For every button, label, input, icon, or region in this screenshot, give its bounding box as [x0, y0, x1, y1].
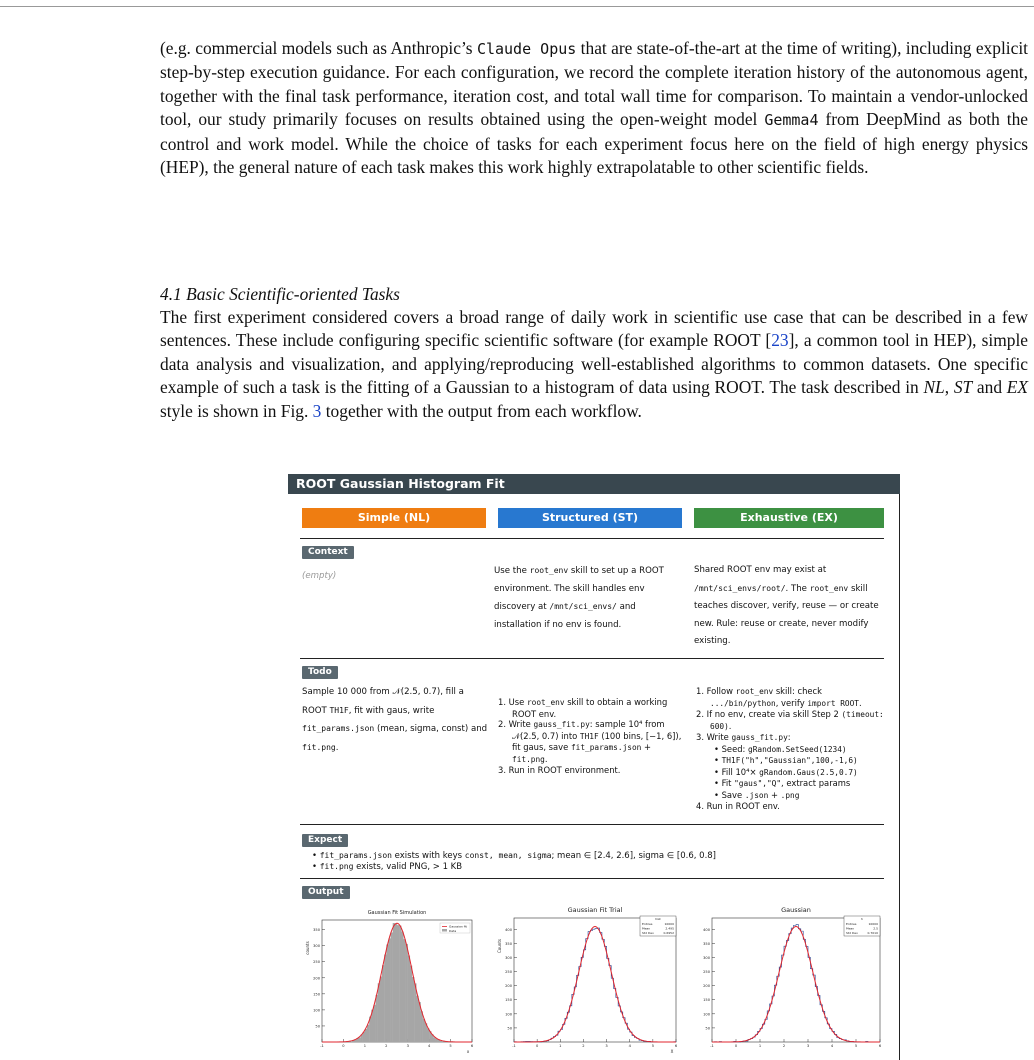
stats-value: 0.7010 [867, 930, 878, 935]
t: skill to obtain a working ROOT env. [512, 697, 668, 719]
stats-value: 10000 [664, 922, 674, 926]
t: fit.png [302, 742, 336, 752]
para2-nl: NL [923, 377, 945, 398]
list-item: • TH1F("h","Gaussian",100,-1,6) [714, 755, 858, 765]
histogram-bar [395, 924, 397, 1042]
y-tick-label: 200 [703, 984, 710, 989]
t: root_env [529, 566, 569, 575]
list-item [696, 732, 892, 744]
figure-right-border [899, 494, 900, 1060]
x-tick-label: 1 [758, 1044, 762, 1048]
t: TH1F("h","Gaussian",100,-1,6) [721, 756, 858, 765]
x-tick-label: 4 [628, 1044, 631, 1048]
t: (mean, sigma, const) and [374, 724, 488, 734]
t: 1. Follow [696, 686, 736, 696]
list-item: • Fit "gaus","Q", extract params [714, 778, 851, 788]
histogram-bar [373, 1005, 375, 1042]
list-item: 4. Run in ROOT env. [696, 801, 780, 811]
x-tick-label: 0 [342, 1044, 345, 1048]
t: exists with keys [391, 851, 465, 861]
histogram-bar [412, 977, 414, 1042]
y-tick-label: 50 [507, 1026, 512, 1031]
t: . [728, 720, 732, 731]
histogram-bar [399, 926, 401, 1042]
x-tick-label: -1 [512, 1044, 516, 1048]
t: Seed: [721, 743, 749, 754]
paragraph-2 [160, 306, 1028, 423]
histogram-bar [365, 1029, 367, 1042]
citation-link[interactable]: 23 [771, 330, 789, 351]
t: /mnt/sci_envs/ [549, 602, 617, 611]
x-tick-label: -1 [320, 1044, 324, 1048]
x-tick-label: 0 [734, 1044, 738, 1048]
t: , extract params [781, 778, 851, 788]
stats-key: Std Dev [642, 930, 654, 935]
x-tick-label: 6 [878, 1044, 882, 1048]
t: TH1F [579, 731, 599, 741]
histogram-bar [384, 955, 386, 1042]
x-tick-label: 2 [582, 1044, 585, 1048]
t: . [544, 753, 548, 764]
output-plot-exhaustive [692, 904, 888, 1056]
histogram-bar [408, 956, 410, 1042]
todo-st-list [498, 697, 688, 776]
t: skill teaches discover, verify, reuse — or create new. Rule: reuse or create, never modify existing. [694, 583, 879, 646]
x-axis-label: X [670, 1049, 674, 1054]
t: 1. Use [498, 697, 527, 707]
x-axis-label: x [466, 1049, 470, 1054]
y-axis-label: counts [305, 941, 310, 955]
histogram-bar [393, 923, 395, 1042]
stats-title: hist [655, 917, 661, 921]
t: /mnt/sci_envs/root/ [694, 583, 786, 593]
t: (100 bins, [−1, 6]), fit gaus, save [512, 730, 682, 752]
t: . [858, 697, 862, 708]
figure-root-gaussian-fit [288, 474, 900, 1060]
histogram-bar [406, 944, 408, 1042]
t: Fill 10⁴× [721, 766, 760, 777]
para1-text-b: that are state-of-the-art at the time of writing), including explicit step-by-step execution guidance. For each configuration, we record the complete iteration history of the autonomous agent, together with the final task performance, iteration cost, and total wall time for comparison. To maintain a vendor-unlocked tool, our study primarily focuses on results obtained using the open-weight model [160, 38, 1028, 130]
section-tag-expect: Expect [302, 834, 348, 847]
y-tick-label: 300 [505, 955, 512, 960]
figure-link[interactable]: 3 [312, 400, 322, 421]
t: fit_params.json [302, 724, 375, 733]
plot-frame [514, 918, 676, 1042]
x-tick-label: 4 [830, 1044, 834, 1048]
para1-text-a: (e.g. commercial models such as Anthropic’s [160, 38, 477, 58]
t: "gaus","Q" [734, 779, 782, 788]
histogram-bar [397, 925, 399, 1042]
histogram-bar [358, 1037, 360, 1042]
context-st [494, 562, 684, 634]
t: , fit with gaus, write [348, 705, 435, 716]
t: fit.png [319, 861, 354, 871]
x-tick-label: 4 [427, 1044, 431, 1048]
t: skill to set up a ROOT environment. The skill handles env discovery at [494, 566, 664, 612]
t: 3. Write [696, 732, 732, 742]
list-item [696, 709, 892, 732]
x-tick-label: 2 [385, 1044, 388, 1048]
para2-text-e: style is shown in Fig. [160, 400, 313, 421]
context-ex [694, 562, 886, 651]
histogram-bar [423, 1019, 425, 1042]
y-tick-label: 250 [505, 970, 512, 975]
para2-st: ST [953, 377, 973, 398]
page-rule [0, 6, 1034, 7]
list-item [696, 686, 892, 709]
y-axis-label: Counts [497, 939, 502, 953]
legend-label-fit: Gaussian fit [449, 924, 467, 929]
histogram-bar [391, 932, 393, 1042]
y-tick-label: 350 [703, 941, 710, 946]
histogram-bar [421, 1011, 423, 1042]
list-item: • Save .json + .png [714, 789, 800, 800]
x-tick-label: 5 [651, 1044, 655, 1048]
section-title: 4.1 Basic Scientific-oriented Tasks [160, 284, 400, 304]
histogram-bar [376, 995, 378, 1042]
plot-frame [712, 918, 880, 1042]
t: fit_params.json [570, 743, 642, 752]
y-tick-label: 400 [505, 927, 512, 932]
output-plot-simple [300, 904, 480, 1056]
t: Fit [721, 778, 735, 788]
y-tick-label: 50 [705, 1026, 710, 1031]
t: . The [785, 583, 810, 594]
t: root_env [809, 583, 849, 593]
stats-value: 0.6952 [663, 930, 674, 935]
todo-nl [302, 684, 490, 757]
stats-value: 10000 [868, 922, 878, 926]
t: Save [721, 789, 745, 800]
divider [300, 658, 884, 659]
x-tick-label: -1 [710, 1044, 714, 1048]
x-tick-label: 5 [854, 1044, 858, 1048]
para2-text-a: The first experiment considered covers a broad range of daily work in scientific use case that can be described in a few sentences. These include configuring specific scientific software (for example ROOT [ [160, 307, 1028, 351]
t: . [335, 742, 339, 753]
column-header-simple: Simple (NL) [302, 508, 486, 528]
list-item: 3. Run in ROOT environment. [498, 765, 621, 775]
y-tick-label: 300 [703, 955, 710, 960]
y-tick-label: 150 [313, 992, 320, 997]
t: .../bin/python [710, 698, 776, 708]
x-tick-label: 0 [535, 1044, 539, 1048]
para1-model-gemma: Gemma4 [764, 111, 819, 130]
stats-key: Mean [642, 926, 651, 931]
para1-model-claude: Claude Opus [476, 40, 577, 58]
t: gauss_fit.py [731, 733, 788, 742]
t: Shared ROOT env may exist at [694, 565, 827, 575]
para1-text-c: from DeepMind as both the control and work model. While the choice of tasks for each experiment focus here on the field of high energy physics (HEP), the general nature of each task makes this work highly extrapolatable to other scientific fields. [160, 109, 1028, 178]
histogram-step [514, 928, 676, 1042]
t: 2. If no env, create via skill Step 2 [696, 709, 842, 719]
histogram-bar [410, 966, 412, 1042]
stats-key: Entries [642, 922, 653, 926]
t: : [787, 732, 791, 742]
y-tick-label: 350 [505, 941, 512, 946]
x-tick-label: 5 [449, 1044, 452, 1048]
y-tick-label: 400 [703, 927, 710, 932]
t: gRandom.Gaus(2.5,0.7) [759, 767, 858, 777]
column-header-exhaustive: Exhaustive (EX) [694, 508, 884, 528]
t: skill: check [773, 686, 823, 696]
y-tick-label: 200 [505, 984, 512, 989]
y-tick-label: 250 [703, 970, 710, 975]
x-tick-label: 6 [470, 1044, 474, 1048]
stats-value: 2.5 [873, 926, 878, 931]
histogram-bar [401, 932, 403, 1042]
t: exists, valid PNG, > 1 KB [353, 861, 463, 872]
stats-key: Entries [846, 922, 857, 926]
histogram-bar [367, 1025, 369, 1042]
list-item [498, 719, 688, 765]
figure-title: ROOT Gaussian Histogram Fit [288, 474, 900, 494]
t: ; mean ∈ [2.4, 2.6], sigma ∈ [0.6, 0.8] [551, 851, 716, 861]
stats-key: Std Dev [846, 930, 858, 935]
histogram-bar [386, 944, 388, 1042]
stats-title: h [861, 917, 863, 921]
t: 2. Write [498, 719, 534, 729]
divider [300, 538, 884, 539]
histogram-bar [403, 939, 405, 1042]
para2-text-b: ], a common tool in HEP), simple data analysis and visualization, and applying/reproducing well-established algorithms to common datasets. One specific example of such a task is the fitting of a Gaussian to a histogram of data using ROOT. The task described in [160, 330, 1029, 398]
plot-title: Gaussian Fit Simulation [367, 910, 427, 916]
section-tag-output: Output [302, 886, 350, 899]
t: .json [744, 790, 769, 800]
list-item: • Seed: gRandom.SetSeed(1234) [714, 743, 847, 754]
plot-title: Gaussian [781, 906, 811, 914]
divider [300, 878, 884, 879]
t: Sample 10 000 from 𝒩(2.5, 0.7), fill a ROOT [302, 687, 464, 716]
t: gauss_fit.py [533, 720, 590, 729]
t: + [641, 742, 652, 752]
t: root_env [735, 687, 774, 696]
fit-curve [514, 926, 676, 1042]
todo-ex-list [696, 686, 892, 812]
t: fit.png [512, 754, 545, 764]
x-tick-label: 6 [674, 1044, 678, 1048]
histogram-bar [388, 938, 390, 1042]
list-item [300, 851, 890, 862]
x-tick-label: 1 [559, 1044, 562, 1048]
t: + [768, 789, 781, 800]
histogram-bar [382, 965, 384, 1042]
y-tick-label: 100 [703, 1012, 710, 1017]
y-tick-label: 350 [313, 928, 320, 933]
section-tag-todo: Todo [302, 666, 338, 679]
para2-text-c: , [944, 377, 954, 398]
t: root_env [526, 698, 565, 707]
para2-text-f: together with the output from each workflow. [321, 400, 642, 421]
histogram-bar [378, 983, 380, 1042]
expect-list [300, 851, 890, 872]
t: and installation if no env is found. [494, 602, 636, 630]
y-tick-label: 300 [313, 944, 320, 949]
t: fit_params.json [319, 851, 392, 860]
t: Use the [494, 566, 530, 576]
histogram-step [712, 925, 880, 1042]
t: (timeout: 600) [710, 710, 884, 731]
t: , verify [775, 697, 808, 708]
plot-title: Gaussian Fit Trial [567, 906, 623, 914]
y-tick-label: 150 [703, 998, 710, 1003]
histogram-bar [414, 983, 416, 1042]
paragraph-1 [160, 37, 1028, 179]
y-tick-label: 100 [505, 1012, 512, 1017]
y-tick-label: 50 [315, 1024, 320, 1029]
list-item [498, 697, 688, 719]
x-tick-label: 3 [806, 1044, 810, 1048]
list-item: • Fill 10⁴× gRandom.Gaus(2.5,0.7) [714, 766, 858, 777]
legend-swatch-data [442, 929, 447, 932]
stats-key: Mean [846, 926, 855, 931]
context-nl: (empty) [302, 571, 337, 581]
para2-text-d: and [972, 377, 1007, 398]
fit-curve [712, 926, 880, 1042]
x-tick-label: 3 [605, 1044, 608, 1048]
section-tag-context: Context [302, 546, 354, 559]
t: gRandom.SetSeed(1234) [748, 744, 847, 754]
x-tick-label: 3 [406, 1044, 409, 1048]
column-header-structured: Structured (ST) [498, 508, 682, 528]
t: import ROOT [807, 698, 859, 708]
y-tick-label: 150 [505, 998, 512, 1003]
t: .png [780, 790, 800, 800]
y-tick-label: 200 [313, 976, 320, 981]
legend-label-data: Data [449, 929, 457, 933]
x-tick-label: 2 [782, 1044, 786, 1048]
histogram-bar [416, 996, 418, 1042]
t: : sample 10⁴ from 𝒩(2.5, 0.7) into [512, 719, 665, 741]
para2-ex: EX [1006, 377, 1028, 398]
x-tick-label: 1 [363, 1044, 367, 1048]
output-plot-structured [494, 904, 684, 1056]
list-item [300, 862, 890, 873]
t: const, mean, sigma [464, 851, 552, 860]
t: TH1F [329, 705, 349, 715]
y-tick-label: 250 [313, 960, 320, 965]
histogram-bar [380, 976, 382, 1042]
stats-value: 2.495 [665, 926, 674, 931]
y-tick-label: 100 [313, 1008, 320, 1013]
divider [300, 824, 884, 825]
